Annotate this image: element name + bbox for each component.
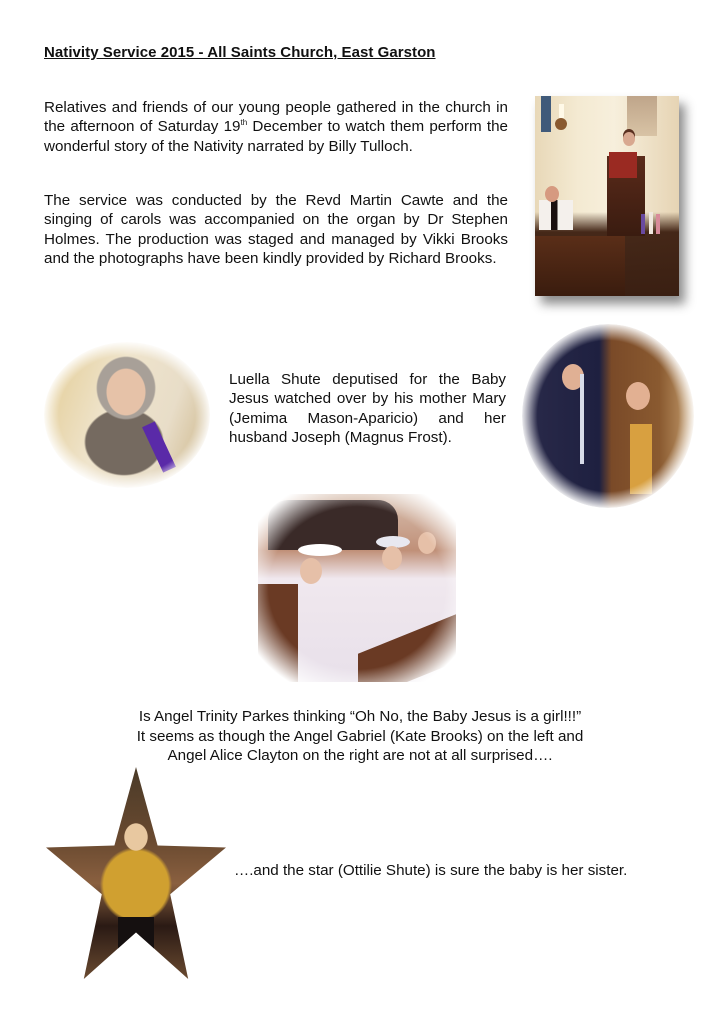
- intro-text-continued: December to watch them perform the wonderful story of the Nativity narrated by Billy Tulloch.: [44, 118, 509, 155]
- photo-star-child: [46, 767, 226, 979]
- photo-church-service: [535, 96, 679, 296]
- angels-caption: [60, 707, 660, 766]
- date-ordinal-superscript: th: [240, 118, 248, 128]
- priest-robes: [539, 200, 573, 230]
- baby-caption: Luella Shute deputised for the Baby Jesus watched over by his mother Mary (Jemima Mason-Aparicio) and her husband Joseph (Magnus Frost).: [229, 371, 506, 447]
- urn: [555, 118, 567, 130]
- advent-candle-pink: [656, 214, 660, 234]
- joseph-tunic: [630, 424, 652, 494]
- angels-caption-line: It seems as though the Angel Gabriel (Kate Brooks) on the left and: [136, 727, 584, 745]
- star-child-legs: [118, 917, 154, 967]
- advent-candle-purple: [641, 214, 645, 234]
- advent-candle-white: [649, 212, 653, 234]
- stained-glass-window: [541, 96, 551, 132]
- reader-figure: [623, 132, 635, 146]
- purple-ribbon: [142, 421, 176, 472]
- robe-trim: [580, 374, 584, 464]
- photo-mary-joseph: [522, 324, 694, 508]
- pew: [535, 236, 625, 296]
- joseph-figure: [626, 382, 650, 410]
- angel-gabriel-figure: [300, 558, 322, 584]
- page-title: Nativity Service 2015 - All Saints Church, East Garston: [44, 44, 436, 61]
- priest-figure: [545, 186, 559, 202]
- wall-painting: [627, 96, 657, 136]
- pew-left: [258, 584, 298, 682]
- candle: [559, 104, 564, 118]
- credits-paragraph: The service was conducted by the Revd Martin Cawte and the singing of carols was accompanied on the organ by Dr Stephen Holmes. The production was staged and managed by Vikki Brooks and the photographs have been kindly provided by Richard Brooks.: [44, 192, 508, 268]
- halo: [298, 544, 342, 556]
- intro-text: Relatives and friends of our young people gathered in the church in the afternoon of Saturday 19: [44, 99, 508, 136]
- star-caption: ….and the star (Ottilie Shute) is sure the baby is her sister.: [234, 862, 628, 879]
- lectern: [609, 152, 637, 178]
- photo-angels: [258, 494, 456, 682]
- intro-paragraph: [44, 98, 508, 156]
- angels-caption-line: Angel Alice Clayton on the right are not at all surprised….: [167, 747, 553, 765]
- photo-baby-jesus: [44, 342, 210, 488]
- angel-trinity-figure: [382, 546, 402, 570]
- angel-alice-figure: [418, 532, 436, 554]
- angels-caption-line: Is Angel Trinity Parkes thinking “Oh No, the Baby Jesus is a girl!!!”: [138, 708, 582, 725]
- pew-front: [358, 614, 456, 682]
